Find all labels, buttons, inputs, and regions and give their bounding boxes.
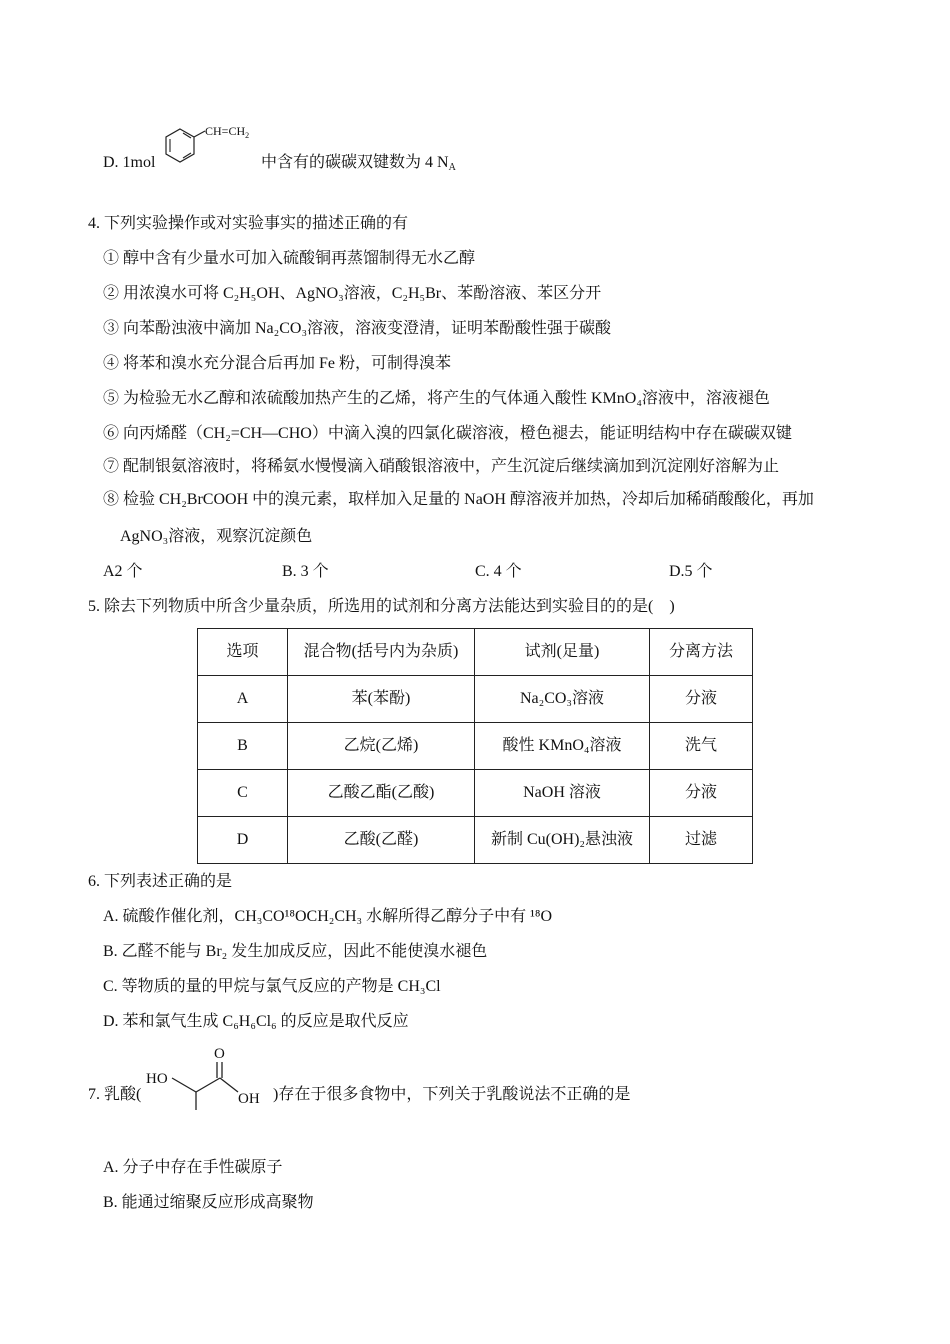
table-row [198, 723, 753, 770]
cell-mixture: 乙烷(乙烯) [288, 723, 475, 770]
styrene-structure-icon [150, 118, 265, 176]
table-row [198, 676, 753, 723]
q7-option-b: B. 能通过缩聚反应形成高聚物 [103, 1194, 314, 1211]
cell-method: 分液 [650, 770, 753, 817]
cell-reagent: Na₂CO₃溶液 [475, 676, 650, 723]
q4-option-b: B. 3 个 [282, 563, 329, 580]
q6-option-d: D. 苯和氯气生成 C₆H₆Cl₆ 的反应是取代反应 [103, 1013, 409, 1030]
cell-reagent: NaOH 溶液 [475, 770, 650, 817]
styrene-substituent-label: CH=CH [205, 124, 246, 138]
lactic-oh-label: OH [238, 1091, 260, 1107]
q3-option-d-suffix-text: 中含有的碳碳双键数为 4 N [261, 154, 449, 171]
q4-item-1: ① 醇中含有少量水可加入硫酸铜再蒸馏制得无水乙醇 [103, 250, 476, 267]
cell-option: C [198, 770, 288, 817]
lactic-acid-structure-icon [142, 1040, 270, 1112]
q5-options-table [197, 628, 753, 864]
svg-text:CH=CH2 [205, 124, 249, 140]
q3-option-d-suffix [261, 153, 456, 173]
q4-item-7: ⑦ 配制银氨溶液时，将稀氨水慢慢滴入硝酸银溶液中，产生沉淀后继续滴加到沉淀刚好溶解为止 [103, 458, 780, 475]
q6-option-b: B. 乙醛不能与 Br₂ 发生加成反应，因此不能使溴水褪色 [103, 943, 488, 960]
cell-mixture: 乙酸乙酯(乙酸) [288, 770, 475, 817]
cell-method: 过滤 [650, 817, 753, 864]
q4-item-8-cont: AgNO₃溶液，观察沉淀颜色 [120, 528, 313, 545]
table-row [198, 817, 753, 864]
cell-reagent: 酸性 KMnO₄溶液 [475, 723, 650, 770]
cell-option: A [198, 676, 288, 723]
q4-option-c: C. 4 个 [475, 563, 522, 580]
cell-option: B [198, 723, 288, 770]
q4-item-4: ④ 将苯和溴水充分混合后再加 Fe 粉，可制得溴苯 [103, 355, 452, 372]
cell-option: D [198, 817, 288, 864]
q4-stem: 4. 下列实验操作或对实验事实的描述正确的有 [88, 215, 409, 232]
table-row [198, 770, 753, 817]
header-mixture: 混合物(括号内为杂质) [288, 629, 475, 676]
q5-stem: 5. 除去下列物质中所含少量杂质，所选用的试剂和分离方法能达到实验目的的是( ) [88, 598, 675, 615]
q6-option-c: C. 等物质的量的甲烷与氯气反应的产物是 CH₃Cl [103, 978, 441, 995]
q7-stem-prefix: 7. 乳酸( [88, 1086, 142, 1103]
header-reagent: 试剂(足量) [475, 629, 650, 676]
q4-option-d: D.5 个 [669, 563, 713, 580]
q4-item-3: ③ 向苯酚浊液中滴加 Na₂CO₃溶液，溶液变澄清，证明苯酚酸性强于碳酸 [103, 320, 612, 337]
cell-reagent: 新制 Cu(OH)₂悬浊液 [475, 817, 650, 864]
header-option: 选项 [198, 629, 288, 676]
lactic-o-label: O [214, 1046, 225, 1062]
q4-item-2: ② 用浓溴水可将 C₂H₅OH、AgNO₃溶液，C₂H₅Br、苯酚溶液、苯区分开 [103, 285, 602, 302]
q3-option-d-prefix: D. 1mol [103, 154, 156, 171]
lactic-ho-label: HO [146, 1071, 168, 1087]
q7-option-a: A. 分子中存在手性碳原子 [103, 1159, 283, 1176]
q4-item-5: ⑤ 为检验无水乙醇和浓硫酸加热产生的乙烯，将产生的气体通入酸性 KMnO₄溶液中，溶液褪色 [103, 390, 770, 407]
cell-mixture: 乙酸(乙醛) [288, 817, 475, 864]
q4-option-a: A2 个 [103, 563, 143, 580]
q6-stem: 6. 下列表述正确的是 [88, 873, 233, 890]
cell-mixture: 苯(苯酚) [288, 676, 475, 723]
q7-stem-suffix: )存在于很多食物中，下列关于乳酸说法不正确的是 [273, 1086, 631, 1103]
q3-option-d-suffix-sub: A [448, 162, 456, 173]
q4-item-8: ⑧ 检验 CH₂BrCOOH 中的溴元素，取样加入足量的 NaOH 醇溶液并加热，冷却后加稀硝酸酸化，再加 [103, 491, 814, 508]
header-method: 分离方法 [650, 629, 753, 676]
q6-option-a: A. 硫酸作催化剂，CH₃CO¹⁸OCH₂CH₃ 水解所得乙醇分子中有 ¹⁸O [103, 908, 553, 925]
table-header-row [198, 629, 753, 676]
styrene-substituent-sub: 2 [245, 131, 250, 140]
cell-method: 洗气 [650, 723, 753, 770]
cell-method: 分液 [650, 676, 753, 723]
q4-item-6: ⑥ 向丙烯醛（CH₂=CH—CHO）中滴入溴的四氯化碳溶液，橙色褪去，能证明结构中存在碳碳双键 [103, 425, 792, 442]
